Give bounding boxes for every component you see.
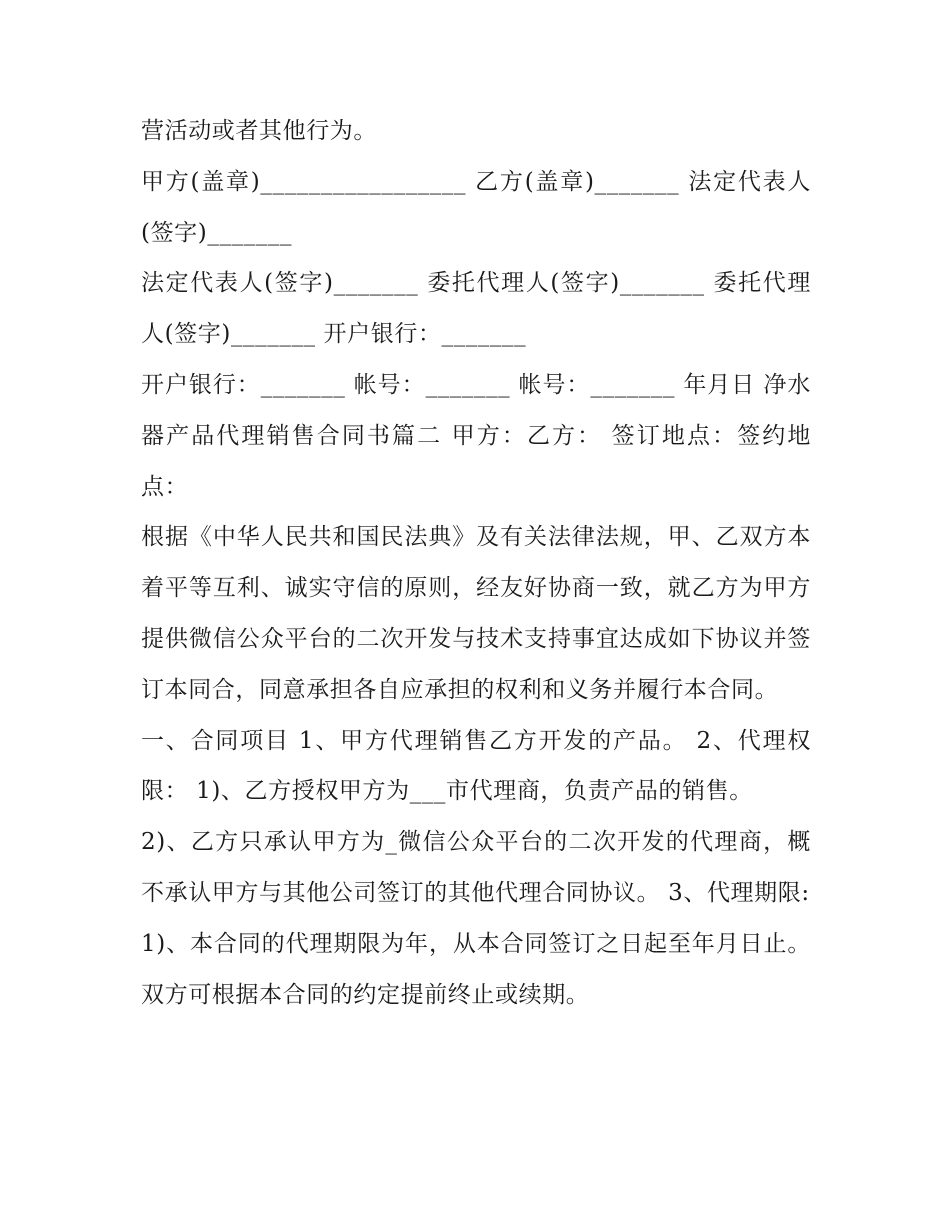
paragraph-8-agency-term: 1)、本合同的代理期限为年，从本合同签订之日起至年月日止。双方可根据本合同的约定提前终止或续期。 [141,930,811,1008]
document-body [141,106,811,1020]
paragraph-7-agency-recognition: 2)、乙方只承认甲方为_微信公众平台的二次开发的代理商，概不承认甲方与其他公司签订的其他代理合同协议。 3、代理期限: [141,829,811,906]
paragraph-4-bank-accounts-and-part-two-heading: 开户银行：_______ 帐号：_______ 帐号：_______ 年月日 净水器产品代理销售合同书篇二 甲方：乙方： 签订地点：签约地点： [141,371,812,500]
paragraph-2-signature-seals: 甲方(盖章)_________________ 乙方(盖章)_______ 法定代表人(签字)_______ [141,168,811,246]
paragraph-5-preamble: 根据《中华人民共和国民法典》及有关法律法规，甲、乙双方本着平等互利、诚实守信的原则，经友好协商一致，就乙方为甲方提供微信公众平台的二次开发与技术支持事宜达成如下协议并签订本同合，同意承担各自应承担的权利和义务并履行本合同。 [141,524,811,703]
paragraph-3-representatives: 法定代表人(签字)_______ 委托代理人(签字)_______ 委托代理人(签字)_______ 开户银行：_______ [141,270,811,348]
paragraph-1: 营活动或者其他行为。 [141,118,377,144]
paragraph-6-contract-items: 一、合同项目 1、甲方代理销售乙方开发的产品。 2、代理权限： 1)、乙方授权甲方为___市代理商，负责产品的销售。 [141,727,811,805]
